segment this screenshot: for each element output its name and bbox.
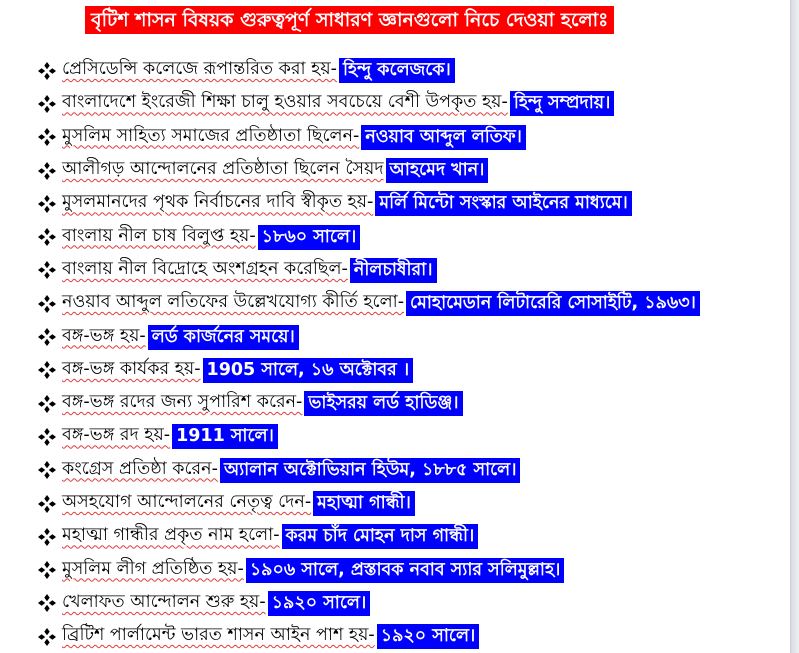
list-item [38, 354, 700, 387]
question-text: বঙ্গ-ভঙ্গ হয়- [62, 325, 146, 346]
list-item [38, 54, 700, 87]
answer-highlight: 1905 সালে, ১৬ অক্টোবর । [203, 358, 414, 383]
four-diamond-bullet-icon [38, 295, 56, 313]
list-item [38, 420, 700, 453]
answer-highlight: 1911 সালে। [172, 424, 278, 449]
answer-highlight: করম চাঁদ মোহন দাস গান্ধী। [282, 524, 479, 549]
question-text: খেলাফত আন্দোলন শুরু হয়- [62, 591, 266, 612]
list-item [38, 587, 700, 620]
four-diamond-bullet-icon [38, 628, 56, 646]
four-diamond-bullet-icon [38, 395, 56, 413]
four-diamond-bullet-icon [38, 561, 56, 579]
list-item [38, 487, 700, 520]
list-item [38, 320, 700, 353]
answer-highlight: ১৯২০ সালে। [268, 591, 371, 616]
question-text: নওয়াব আব্দুল লতিফের উল্লেখযোগ্য কীর্তি হলো- [62, 292, 405, 313]
list-item [38, 220, 700, 253]
list-item [38, 121, 700, 154]
four-diamond-bullet-icon [38, 128, 56, 146]
answer-highlight: ১৯২০ সালে। [377, 624, 480, 649]
window-edge [790, 0, 799, 653]
four-diamond-bullet-icon [38, 95, 56, 113]
list-item [38, 287, 700, 320]
four-diamond-bullet-icon [38, 228, 56, 246]
list-item [38, 520, 700, 553]
four-diamond-bullet-icon [38, 361, 56, 379]
question-text: বঙ্গ-ভঙ্গ রদ হয়- [62, 425, 171, 446]
list-item [38, 553, 700, 586]
four-diamond-bullet-icon [38, 195, 56, 213]
answer-highlight: হিন্দু সম্প্রদায়। [510, 91, 615, 116]
question-text: মুসলিম লীগ প্রতিষ্ঠিত হয়- [62, 558, 244, 579]
answer-highlight: নওয়াব আব্দুল লতিফ। [361, 125, 526, 150]
list-item [38, 254, 700, 287]
question-text: ব্রিটিশ পার্লামেন্ট ভারত শাসন আইন পাশ হয়- [62, 625, 375, 646]
question-text: বাংলাদেশে ইংরেজী শিক্ষা চালু হওয়ার সবচেয়ে বেশী উপকৃত হয়- [62, 92, 508, 113]
question-text: অসহযোগ আন্দোলনের নেতৃত্ব দেন- [62, 492, 312, 512]
answer-highlight: ১৮৬০ সালে। [258, 225, 361, 250]
answer-highlight: ভাইসরয় লর্ড হাডিঞ্জ। [304, 391, 462, 416]
question-text: কংগ্রেস প্রতিষ্ঠা করেন- [62, 458, 218, 479]
four-diamond-bullet-icon [38, 162, 56, 180]
list-item [38, 187, 700, 220]
question-text: বঙ্গ-ভঙ্গ কার্যকর হয়- [62, 358, 201, 379]
answer-highlight: মোহামেডান লিটারেরি সোসাইটি, ১৯৬৩। [406, 291, 700, 316]
four-diamond-bullet-icon [38, 428, 56, 446]
four-diamond-bullet-icon [38, 261, 56, 279]
list-item [38, 154, 700, 187]
question-text: মুসলমানদের পৃথক নির্বাচনের দাবি স্বীকৃত হয়- [62, 192, 374, 213]
list-item [38, 387, 700, 420]
answer-highlight: ১৯০৬ সালে, প্রস্তাবক নবাব স্যার সলিমুল্লাহ। [246, 558, 565, 583]
page-title: বৃটিশ শাসন বিষয়ক গুরুত্বপূর্ণ সাধারণ জ্ঞানগুলো নিচে দেওয়া হলোঃ [85, 6, 614, 34]
qa-list [38, 54, 700, 653]
question-text: বঙ্গ-ভঙ্গ রদের জন্য সুপারিশ করেন- [62, 392, 303, 413]
answer-highlight: আহমেদ খান। [386, 158, 489, 183]
four-diamond-bullet-icon [38, 328, 56, 346]
question-text: বাংলায় নীল বিদ্রোহে অংশগ্রহন করেছিল- [62, 258, 348, 279]
question-text: আলীগড় আন্দোলনের প্রতিষ্ঠাতা ছিলেন সৈয়দ [62, 159, 384, 180]
question-text: বাংলায় নীল চাষ বিলুপ্ত হয়- [62, 225, 256, 246]
answer-highlight: মহাত্মা গান্ধী। [313, 491, 415, 516]
question-text: মহাত্মা গান্ধীর প্রকৃত নাম হলো- [62, 525, 280, 546]
four-diamond-bullet-icon [38, 461, 56, 479]
four-diamond-bullet-icon [38, 495, 56, 513]
answer-highlight: লর্ড কার্জনের সময়ে। [148, 325, 299, 350]
four-diamond-bullet-icon [38, 62, 56, 80]
answer-highlight: নীলচাষীরা। [350, 258, 437, 283]
list-item [38, 620, 700, 653]
four-diamond-bullet-icon [38, 594, 56, 612]
list-item [38, 87, 700, 120]
question-text: মুসলিম সাহিত্য সমাজের প্রতিষ্ঠাতা ছিলেন- [62, 125, 360, 146]
question-text: প্রেসিডেন্সি কলেজে রূপান্তরিত করা হয়- [62, 59, 337, 80]
answer-highlight: হিন্দু কলেজকে। [339, 58, 455, 83]
answer-highlight: অ্যালান অক্টোভিয়ান হিউম, ১৮৮৫ সালে। [220, 458, 521, 483]
four-diamond-bullet-icon [38, 528, 56, 546]
list-item [38, 454, 700, 487]
answer-highlight: মর্লি মিন্টো সংস্কার আইনের মাধ্যমে। [375, 191, 631, 216]
